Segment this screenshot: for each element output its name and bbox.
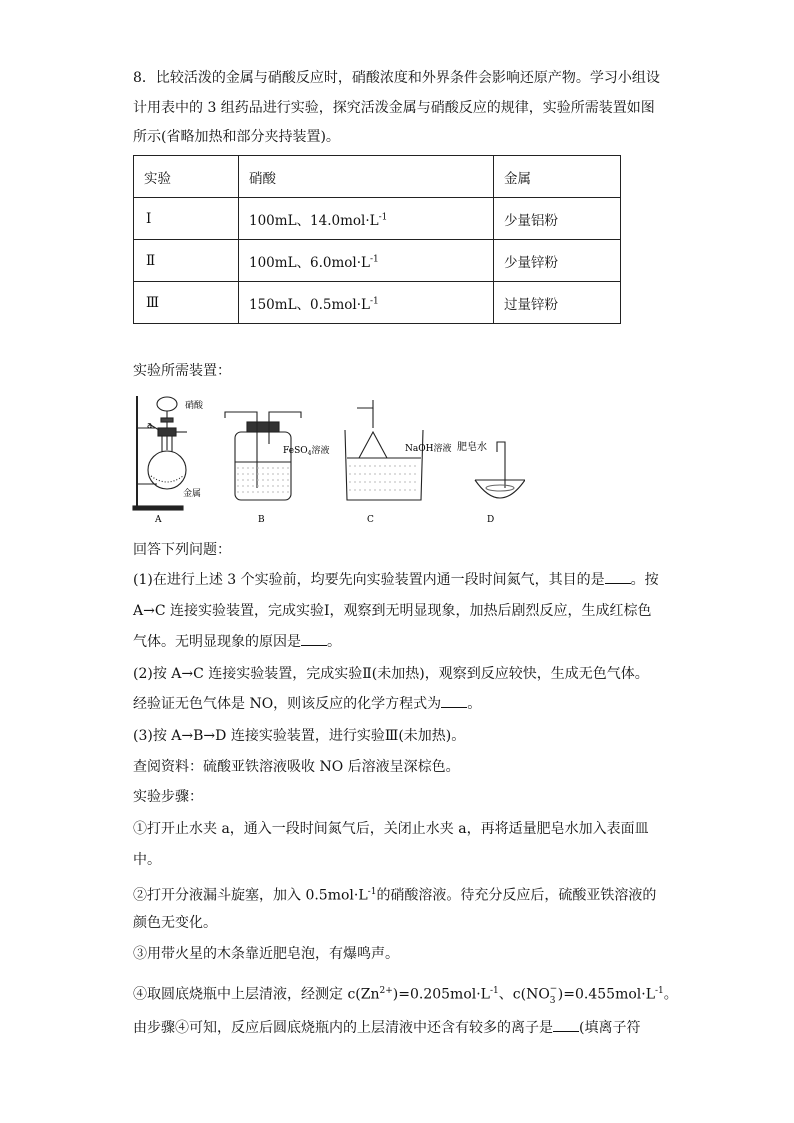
- caption-b: B: [258, 515, 265, 525]
- question-line-1: 8．比较活泼的金属与硝酸反应时，硝酸浓度和外界条件会影响还原产物。学习小组设: [133, 70, 660, 86]
- q3-final-question: 由步骤④可知，反应后圆底烧瓶内的上层清液中还含有较多的离子是 (填离子符: [133, 1020, 641, 1036]
- table-cell: Ⅲ: [134, 282, 239, 324]
- table-header-cell: 金属: [494, 156, 621, 198]
- apparatus-b: [225, 412, 301, 500]
- table-header-cell: 硝酸: [239, 156, 494, 198]
- question-line-2: 计用表中的 3 组药品进行实验，探究活泼金属与硝酸反应的规律，实验所需装置如图: [133, 100, 655, 116]
- question-line-3: 所示(省略加热和部分夹持装置)。: [133, 129, 340, 145]
- apparatus-figure: [125, 388, 525, 528]
- q1-line-3: 气体。无明显现象的原因是 。: [133, 634, 341, 650]
- table-cell: 150mL、$0.5mol\cdot L^{-1}$: [239, 282, 494, 324]
- answer-blank: [605, 571, 631, 584]
- label-clamp-a: a: [147, 421, 153, 431]
- label-feso4: FeSO$_4$溶液: [283, 446, 330, 457]
- table-header-cell: 实验: [134, 156, 239, 198]
- label-metal: 金属: [183, 489, 202, 499]
- answer-blank: [553, 1019, 579, 1032]
- table-cell: 100mL、$6.0mol\cdot L^{-1}$: [239, 240, 494, 282]
- label-naoh: NaOH溶液: [405, 444, 452, 454]
- apparatus-heading: 实验所需装置：: [133, 363, 231, 379]
- table-cell: 100mL、$14.0mol\cdot L^{-1}$: [239, 198, 494, 240]
- q3-step-4: ④取圆底烧瓶中上层清液，经测定 $c(Zn^{2+})=0.205mol\cdot L^{-1}$、c(NO − 3 )$=0.455mol\cdot L^{-1}$。: [133, 983, 678, 1006]
- q3-step-1b: 中。: [133, 852, 161, 868]
- q3-step-2b: 颜色无变化。: [133, 915, 217, 931]
- caption-a: A: [155, 515, 162, 525]
- caption-d: D: [487, 515, 495, 525]
- q3-steps-title: 实验步骤：: [133, 789, 203, 805]
- table-cell: Ⅱ: [134, 240, 239, 282]
- table-cell: Ⅰ: [134, 198, 239, 240]
- answer-blank: [441, 695, 467, 708]
- answer-blank: [301, 633, 327, 646]
- q1-line-2: A→C 连接实验装置，完成实验Ⅰ，观察到无明显现象，加热后剧烈反应，生成红棕色: [133, 603, 652, 619]
- q3-reference: 查阅资料：硫酸亚铁溶液吸收 NO 后溶液呈深棕色。: [133, 759, 460, 775]
- table-header-row: [134, 156, 621, 198]
- reagent-table: [133, 155, 621, 324]
- table-row: [134, 282, 621, 324]
- table-cell: 过量锌粉: [494, 282, 621, 324]
- q3-line-1: (3)按 A→B→D 连接实验装置，进行实验Ⅲ(未加热)。: [133, 728, 466, 744]
- label-soap-water: 肥皂水: [457, 442, 487, 453]
- q3-step-3: ③用带火星的木条靠近肥皂泡，有爆鸣声。: [133, 946, 399, 962]
- table-row: [134, 198, 621, 240]
- q3-step-1a: ①打开止水夹 a，通入一段时间氮气后，关闭止水夹 a，再将适量肥皂水加入表面皿: [133, 821, 649, 837]
- table-cell: 少量铝粉: [494, 198, 621, 240]
- table-cell: 少量锌粉: [494, 240, 621, 282]
- answer-intro: 回答下列问题：: [133, 542, 231, 558]
- q2-line-1: (2)按 A→C 连接实验装置，完成实验Ⅱ(未加热)，观察到反应较快，生成无色气体。: [133, 666, 649, 682]
- label-nitric-acid: 硝酸: [185, 401, 204, 411]
- q2-line-2: 经验证无色气体是 NO，则该反应的化学方程式为 。: [133, 696, 482, 712]
- q3-step-2a: ②打开分液漏斗旋塞，加入 $0.5mol\cdot L^{-1}$的硝酸溶液。待充分反应后，硫酸亚铁溶液的: [133, 887, 657, 904]
- table-row: [134, 240, 621, 282]
- q1-line-1: (1)在进行上述 3 个实验前，均要先向实验装置内通一段时间氮气，其目的是 。按: [133, 572, 659, 588]
- caption-c: C: [367, 515, 374, 525]
- apparatus-a: [133, 396, 187, 510]
